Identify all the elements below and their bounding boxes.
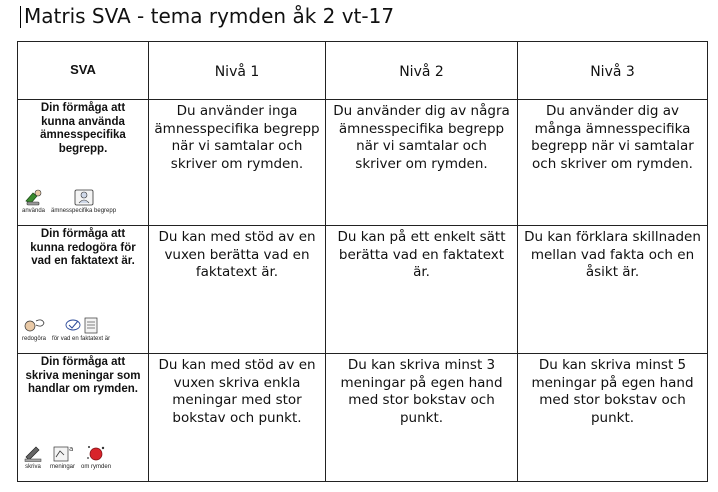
criteria-text: Du kan skriva minst 5 meningar på egen hand med stor bokstav och punkt. xyxy=(531,357,694,426)
skill-description: Din förmåga att skriva meningar som handlar om rymden. xyxy=(25,356,141,395)
subject-label: SVA xyxy=(70,62,96,77)
icon-label: för vad en faktatext är xyxy=(52,336,111,342)
criteria-text: Du kan med stöd av en vuxen berätta vad en faktatext är. xyxy=(158,229,316,280)
icon-label: ämnesspecifika begrepp xyxy=(51,208,117,214)
level-header-3 xyxy=(518,42,708,100)
criteria-text: Du kan med stöd av en vuxen skriva enkla meningar med stor bokstav och punkt. xyxy=(158,357,316,426)
icon-label: använda xyxy=(22,208,46,214)
document-title: Matris SVA - tema rymden åk 2 vt-17 xyxy=(24,4,395,28)
level-2-cell xyxy=(326,226,518,354)
level-1-cell xyxy=(149,100,326,226)
criteria-text: Du använder inga ämnesspecifika begrepp när vi samtalar och skriver om rymden. xyxy=(154,103,320,172)
icon-label: skriva xyxy=(25,464,41,470)
criteria-text: Du använder dig av många ämnesspecifika begrepp när vi samtalar och skriver om rymden. xyxy=(531,103,694,172)
criteria-text: Du kan förklara skillnaden mellan vad fakta och en åsikt är. xyxy=(524,229,701,280)
table-row xyxy=(18,226,708,354)
skill-cell xyxy=(18,354,149,482)
level-3-cell xyxy=(518,100,708,226)
header-row xyxy=(18,42,708,100)
explain-icon xyxy=(22,315,46,343)
table-row xyxy=(18,354,708,482)
skill-cell xyxy=(18,226,149,354)
sentences-icon xyxy=(50,443,75,471)
symbol-row xyxy=(22,187,116,215)
icon-label: redogöra xyxy=(22,336,47,342)
level-3-cell xyxy=(518,226,708,354)
level-3-label: Nivå 3 xyxy=(590,64,635,80)
level-1-cell xyxy=(149,226,326,354)
space-icon xyxy=(81,443,111,471)
text-cursor xyxy=(20,6,21,28)
icon-label: om rymden xyxy=(81,464,112,470)
table-row xyxy=(18,100,708,226)
skill-description: Din förmåga att kunna redogöra för vad en faktatext är. xyxy=(30,228,136,267)
assessment-matrix xyxy=(17,41,708,482)
level-header-2 xyxy=(326,42,518,100)
write-icon xyxy=(22,443,44,471)
criteria-text: Du kan skriva minst 3 meningar på egen hand med stor bokstav och punkt. xyxy=(340,357,503,426)
level-1-label: Nivå 1 xyxy=(214,64,260,80)
skill-cell xyxy=(18,100,149,226)
level-header-1 xyxy=(149,42,326,100)
level-1-cell xyxy=(149,354,326,482)
corner-cell xyxy=(18,42,149,100)
level-2-cell xyxy=(326,100,518,226)
level-2-cell xyxy=(326,354,518,482)
fact-text-icon xyxy=(52,315,110,343)
use-icon xyxy=(22,187,45,215)
subject-terms-icon xyxy=(51,187,116,215)
criteria-text: Du använder dig av några ämnesspecifika begrepp när vi samtalar och skriver om rymden. xyxy=(333,103,510,172)
skill-description: Din förmåga att kunna använda ämnesspecifika begrepp. xyxy=(40,102,126,155)
symbol-row xyxy=(22,315,110,343)
svg-text:a: a xyxy=(68,445,73,453)
level-2-label: Nivå 2 xyxy=(399,64,444,80)
level-3-cell xyxy=(518,354,708,482)
criteria-text: Du kan på ett enkelt sätt berätta vad en faktatext är. xyxy=(337,229,506,280)
icon-label: meningar xyxy=(50,464,76,470)
symbol-row xyxy=(22,443,111,471)
